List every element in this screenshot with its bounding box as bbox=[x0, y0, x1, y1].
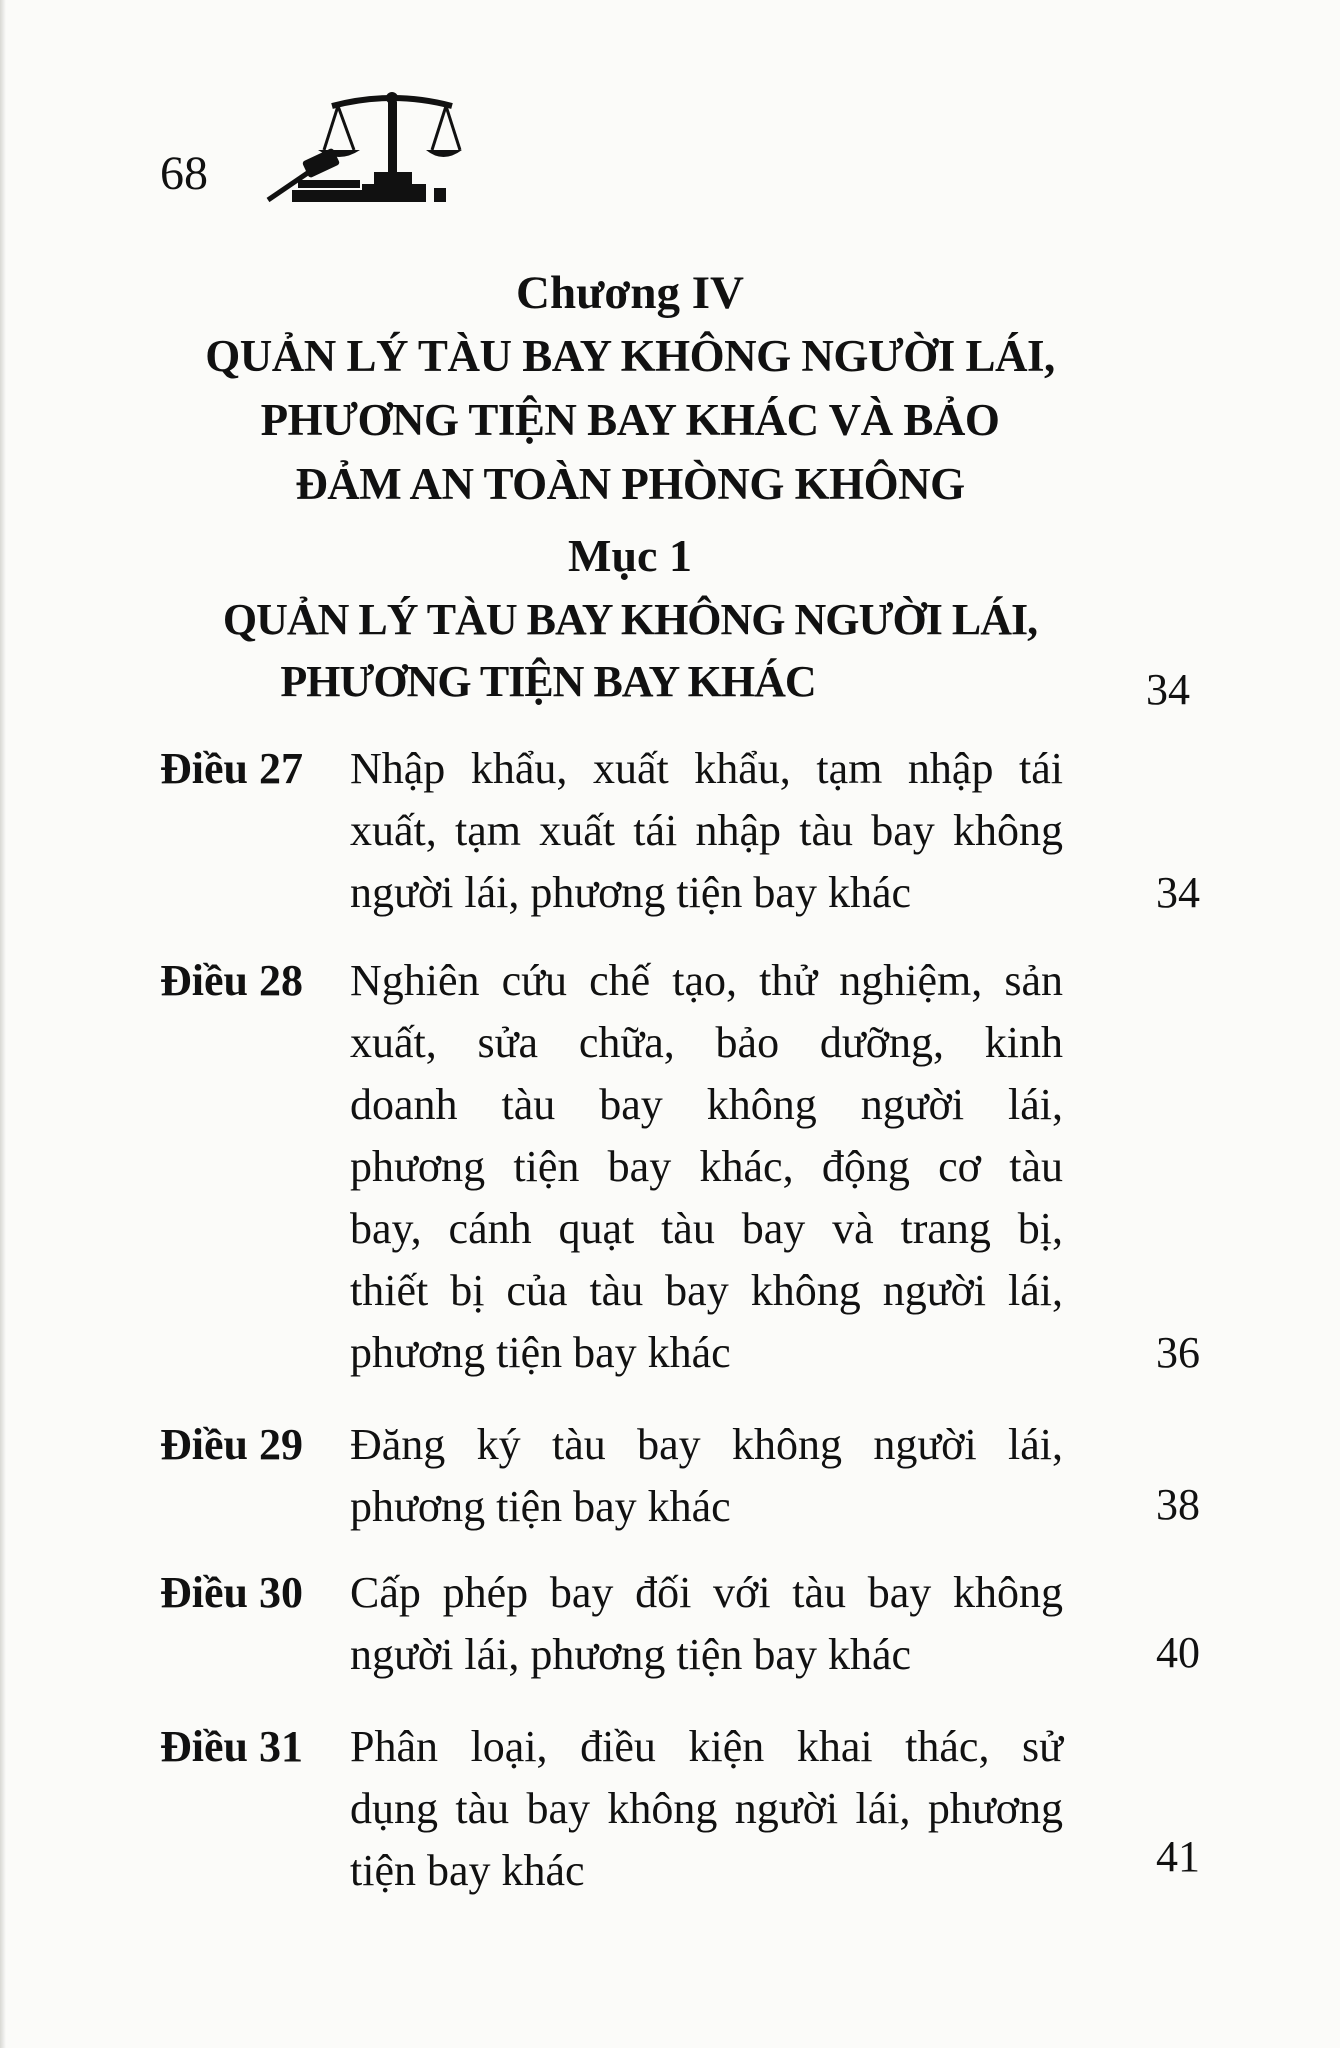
article-title-line: xuất, tạm xuất tái nhập tàu bay không bbox=[350, 806, 1063, 855]
article-title bbox=[350, 738, 1063, 924]
article-title bbox=[350, 950, 1063, 1384]
article-title-line: người lái, phương tiện bay khác bbox=[350, 868, 911, 917]
article-title-line: thiết bị của tàu bay không người lái, bbox=[350, 1266, 1063, 1315]
article-title-line: Đăng ký tàu bay không người lái, bbox=[350, 1420, 1063, 1469]
section-heading-line: PHƯƠNG TIỆN BAY KHÁC bbox=[280, 657, 816, 706]
article-title-line: dụng tàu bay không người lái, phương bbox=[350, 1784, 1063, 1833]
scales-of-justice-icon bbox=[262, 88, 462, 208]
article-label: Điều 29 bbox=[160, 1420, 303, 1469]
article-title-line: Nhập khẩu, xuất khẩu, tạm nhập tái bbox=[350, 744, 1063, 793]
page-number: 68 bbox=[160, 147, 208, 200]
chapter-heading-line: PHƯƠNG TIỆN BAY KHÁC VÀ BẢO bbox=[260, 395, 1000, 445]
article-title bbox=[350, 1716, 1063, 1902]
section-heading-line: QUẢN LÝ TÀU BAY KHÔNG NGƯỜI LÁI, bbox=[222, 595, 1038, 644]
article-title-line: phương tiện bay khác, động cơ tàu bbox=[350, 1142, 1063, 1191]
article-title-line: Phân loại, điều kiện khai thác, sử bbox=[350, 1722, 1063, 1771]
article-page-number: 38 bbox=[1156, 1480, 1200, 1529]
article-title-line: tiện bay khác bbox=[350, 1846, 585, 1895]
article-title-line: xuất, sửa chữa, bảo dưỡng, kinh bbox=[350, 1018, 1063, 1067]
page-edge-shadow bbox=[0, 0, 6, 2048]
article-page-number: 41 bbox=[1156, 1832, 1200, 1881]
chapter-heading-line: ĐẢM AN TOÀN PHÒNG KHÔNG bbox=[295, 459, 965, 509]
article-title-line: người lái, phương tiện bay khác bbox=[350, 1630, 911, 1679]
article-title-line: Cấp phép bay đối với tàu bay không bbox=[350, 1568, 1063, 1617]
chapter-heading-line: QUẢN LÝ TÀU BAY KHÔNG NGƯỜI LÁI, bbox=[205, 331, 1055, 381]
article-title-line: Nghiên cứu chế tạo, thử nghiệm, sản bbox=[350, 956, 1063, 1005]
article-label: Điều 27 bbox=[160, 744, 303, 793]
article-title-line: phương tiện bay khác bbox=[350, 1482, 731, 1531]
chapter-headings bbox=[130, 262, 1130, 712]
section-title: Mục 1 bbox=[568, 530, 692, 581]
article-title-line: phương tiện bay khác bbox=[350, 1328, 731, 1377]
article-title bbox=[350, 1414, 1063, 1538]
article-label: Điều 31 bbox=[160, 1722, 303, 1771]
section-page-number: 34 bbox=[1146, 665, 1190, 714]
article-page-number: 36 bbox=[1156, 1328, 1200, 1377]
article-title-line: doanh tàu bay không người lái, bbox=[350, 1080, 1063, 1129]
article-label: Điều 30 bbox=[160, 1568, 303, 1617]
article-title-line: bay, cánh quạt tàu bay và trang bị, bbox=[350, 1204, 1063, 1253]
article-title bbox=[350, 1562, 1063, 1686]
article-label: Điều 28 bbox=[160, 956, 303, 1005]
article-page-number: 40 bbox=[1156, 1628, 1200, 1677]
article-page-number: 34 bbox=[1156, 868, 1200, 917]
chapter-title: Chương IV bbox=[516, 267, 744, 319]
